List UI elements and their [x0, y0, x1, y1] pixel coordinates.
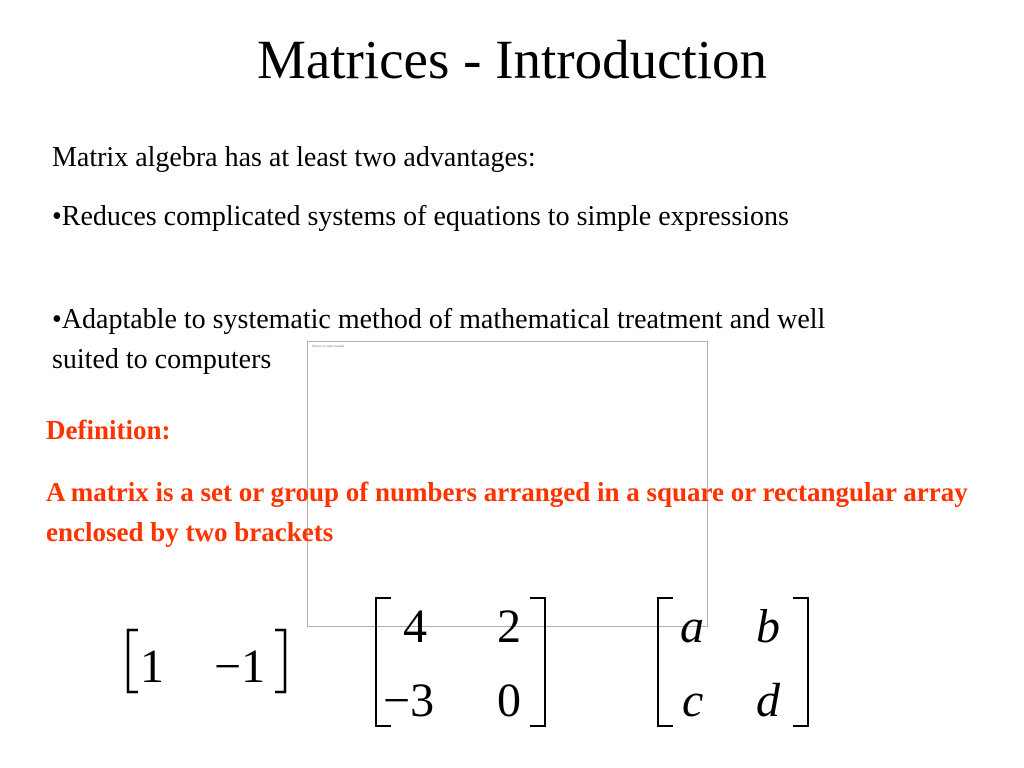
right-bracket — [793, 598, 808, 726]
intro-text: Matrix algebra has at least two advantages: — [52, 142, 536, 173]
bullet-item: •Adaptable to systematic method of mathematical treatment and well suited to computers — [52, 304, 826, 375]
row-matrix-entry: 1 — [140, 640, 164, 693]
definition-heading: Definition: — [46, 415, 171, 445]
matrix-examples — [0, 580, 1024, 760]
left-bracket — [658, 598, 673, 726]
bullet-item: •Reduces complicated systems of equations to simple expressions — [52, 201, 789, 232]
numeric-matrix-entry: −3 — [383, 674, 435, 727]
right-bracket — [275, 630, 285, 692]
row-matrix-entry: −1 — [214, 640, 266, 693]
numeric-matrix-entry: 0 — [497, 674, 521, 727]
left-bracket — [128, 630, 138, 692]
definition-text: A matrix is a set or group of numbers arranged in a square or rectangular array enclosed by two brackets — [46, 477, 968, 547]
numeric-matrix-entry: 4 — [403, 600, 427, 653]
symbolic-matrix-entry: a — [680, 600, 704, 653]
symbolic-matrix-entry: d — [756, 674, 780, 727]
slide-title: Matrices - Introduction — [256, 29, 768, 90]
inset-caption: Picture of matrix bracket — [312, 344, 345, 348]
symbolic-matrix-entry: c — [682, 674, 704, 727]
symbolic-matrix-entry: b — [756, 600, 780, 653]
matrix-examples-svg — [0, 580, 1024, 760]
right-bracket — [530, 598, 545, 726]
numeric-matrix-entry: 2 — [497, 600, 521, 653]
